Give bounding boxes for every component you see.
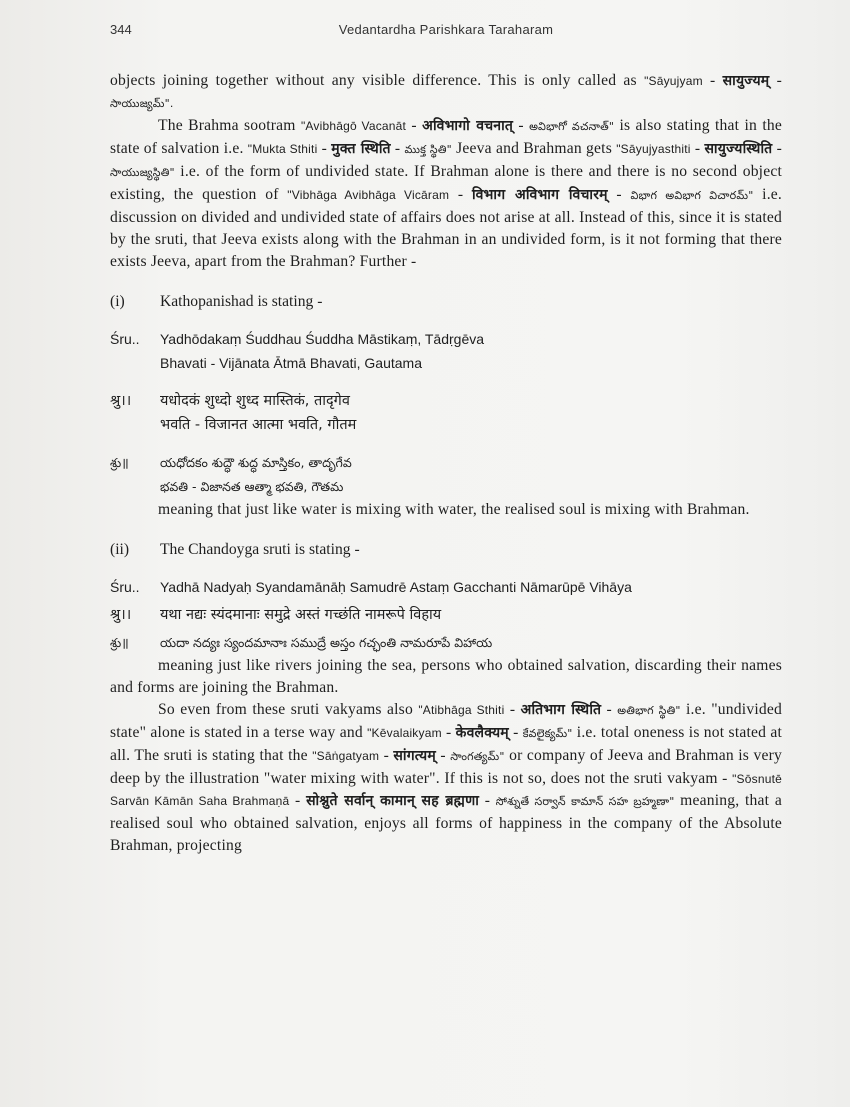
term-roman: "Avibhāgō Vacanāt [300, 119, 407, 133]
term-devanagari: सांगत्यम् [393, 748, 436, 764]
term-roman: "Sāyujyam [644, 74, 703, 88]
verse-line: Yadhōdakaṃ Śuddhau Śuddha Māstikaṃ, Tādṛgēva [160, 331, 485, 347]
term-devanagari: सायुज्यस्थिति [704, 141, 773, 157]
verse-label: Śru.. [110, 579, 140, 595]
term-telugu: అవిభాగో వచనాత్" [529, 120, 615, 133]
list-item-ii [110, 539, 782, 561]
verse-line: यधोदकं शुध्दो शुध्द मास्तिकं, तादृगेव [160, 393, 350, 409]
text: meaning, that a realised soul who obtained salvation, enjoys all forms of happiness in the company of the Absolute Brahman, projecting [110, 792, 782, 854]
term-roman: "Sōsnutē Sarvān Kāmān Saha Brahmaṇā [110, 772, 782, 808]
running-title: Vedantardha Parishkara Taraharam [338, 22, 554, 37]
term-devanagari: विभाग अविभाग विचारम् [471, 187, 608, 203]
term-roman: "Sāṅgatyam [312, 749, 380, 763]
meaning-2: meaning just like rivers joining the sea, persons who obtained salvation, discarding their names and forms are joining the Brahman. [110, 657, 782, 696]
verse-line: यथा नद्यः स्यंदमानाः समुद्रे अस्तं गच्छंति नामरूपे विहाय [160, 607, 442, 623]
term-telugu: విభాగ అవిభాగ విచారమ్" [630, 189, 754, 202]
term-devanagari: मुक्त स्थिति [331, 141, 391, 157]
list-label: (i) [110, 293, 125, 310]
term-roman: "Kēvalaikyam [367, 726, 442, 740]
term-devanagari: अविभागो वचनात् [422, 118, 514, 134]
list-text: The Chandoyga sruti is stating - [160, 541, 360, 558]
verse-telugu [110, 451, 782, 499]
term-telugu: సాయుజ్యమ్". [110, 97, 174, 110]
verse-line: యదా నద్యః స్యందమానాః సముద్రే అస్తం గచ్ఛంతి నామరూపే విహాయ [160, 635, 493, 650]
text: The Brahma sootram [158, 117, 296, 134]
verse-label: श्रु।। [110, 607, 132, 623]
text: is also stating that in the state of salvation i.e. [110, 117, 782, 157]
verse-telugu [110, 631, 782, 655]
term-roman: "Vibhāga Avibhāga Vicāram [287, 188, 450, 202]
verse-label: శ్రు॥ [110, 635, 129, 650]
text: i.e. total oneness is not stated at all. The sruti is stating that the [110, 724, 783, 764]
term-roman: "Atibhāga Sthiti [418, 703, 505, 717]
paragraph-3: So even from these sruti vakyams also "Atibhāga Sthiti - अतिभाग स्थिति - అతిభాగ స్థితి" i.e. "undivided state" alone is stated in a terse way and "Kēvalaikyam - केवलैक्यम् - కేవలైక్యమ్" i.e. total oneness is not stated at all. The sruti is stating that the "Sāṅgatyam - सांगत्यम् - సాంగత్యమ్" or company of Jeeva and Brahman is very deep by the illustration "water mixing with water". If this is not so, does not the sruti vakyam - "Sōsnutē Sarvān Kāmān Saha Brahmaṇā - सोश्नुते सर्वान् कामान् सह ब्रह्मणा - సోశ్నుతే సర్వాన్ కామాన్ సహ బ్రహ్మణా" meaning, that a realised soul who obtained salvation, enjoys all forms of happiness in the company of the Absolute Brahman, projecting [110, 701, 783, 854]
text: objects joining together without any visible difference. This is only called as [110, 72, 637, 89]
list-label: (ii) [110, 541, 130, 558]
verse-roman [110, 575, 782, 599]
list-text: Kathopanishad is stating - [160, 293, 323, 310]
term-devanagari: केवलैक्यम् [455, 725, 509, 741]
text: Jeeva and Brahman gets [456, 140, 612, 157]
verse-label: Śru.. [110, 331, 140, 347]
term-devanagari: सायुज्यम् [722, 73, 770, 89]
term-telugu: ముక్త స్థితి" [404, 143, 452, 156]
term-telugu: కేవలైక్యమ్" [522, 727, 573, 740]
page-content [110, 70, 782, 857]
verse-roman [110, 327, 782, 375]
term-telugu: సాంగత్యమ్" [450, 750, 505, 763]
page-number: 344 [110, 22, 132, 37]
verse-line: యధోదకం శుద్ధౌ శుద్ధ మాస్తికం, తాదృగేవ [160, 455, 352, 470]
term-telugu: అతిభాగ స్థితి" [617, 704, 681, 717]
verse-label: श्रु।। [110, 393, 132, 409]
list-item-i [110, 291, 782, 313]
meaning-1: meaning that just like water is mixing with water, the realised soul is mixing with Brahman. [158, 501, 750, 518]
paragraph-1: objects joining together without any visible difference. This is only called as "Sāyujyam - सायुज्यम् - సాయుజ్యమ్". [110, 72, 782, 110]
verse-line: Yadhā Nadyaḥ Syandamānāḥ Samudrē Astaṃ Gacchanti Nāmarūpē Vihāya [160, 579, 632, 595]
term-telugu: సోశ్నుతే సర్వాన్ కామాన్ సహ బ్రహ్మణా" [495, 795, 675, 808]
term-telugu: సాయుజ్యస్థితి" [110, 166, 175, 179]
term-roman: "Sāyujyasthiti [616, 142, 691, 156]
verse-line: भवति - विजानत आत्मा भवति, गौतम [160, 417, 357, 433]
verse-line: భవతి - విజానత ఆత్మా భవతి, గౌతమ [160, 479, 344, 494]
verse-devanagari [110, 603, 782, 627]
running-header [110, 22, 782, 42]
verse-devanagari [110, 389, 782, 437]
verse-line: Bhavati - Vijānata Ātmā Bhavati, Gautama [160, 355, 422, 371]
term-devanagari: सोश्नुते सर्वान् कामान् सह ब्रह्मणा [306, 793, 480, 809]
term-roman: "Mukta Sthiti [247, 142, 318, 156]
term-devanagari: अतिभाग स्थिति [520, 702, 602, 718]
verse-label: శ్రు॥ [110, 455, 129, 470]
paragraph-2: The Brahma sootram "Avibhāgō Vacanāt - अविभागो वचनात् - అవిభాగో వచనాత్" is also stating that in the state of salvation i.e. "Mukta Sthiti - मुक्त स्थिति - ముక్త స్థితి" Jeeva and Brahman gets "Sāyujyasthiti - सायुज्यस्थिति - సాయుజ్యస్థితి" i.e. of the form of undivided state. If Brahman alone is there and there is no second object existing, the question of "Vibhāga Avibhāga Vicāram - विभाग अविभाग विचारम् - విభాగ అవిభాగ విచారమ్" i.e. discussion on divided and undivided state of affairs does not arise at all. Instead of this, since it is stated by the sruti, that Jeeva exists along with the Brahman in an undivided form, is it not forming that there exists Jeeva, apart from the Brahman? Further - [110, 117, 783, 270]
text: i.e. discussion on divided and undivided state of affairs does not arise at all. Instead of this, since it is stated by the sruti, that Jeeva exists along with the Brahman in an undivided form, is it not forming that there exists Jeeva, apart from the Brahman? Further - [110, 186, 783, 270]
text: i.e. "undivided state" alone is stated in a terse way and [110, 701, 782, 741]
text: i.e. of the form of undivided state. If Brahman alone is there and there is no second object existing, the question of [110, 163, 782, 203]
text: or company of Jeeva and Brahman is very deep by the illustration "water mixing with water". If this is not so, does not the sruti vakyam - [110, 747, 783, 787]
text: So even from these sruti vakyams also [158, 701, 413, 718]
